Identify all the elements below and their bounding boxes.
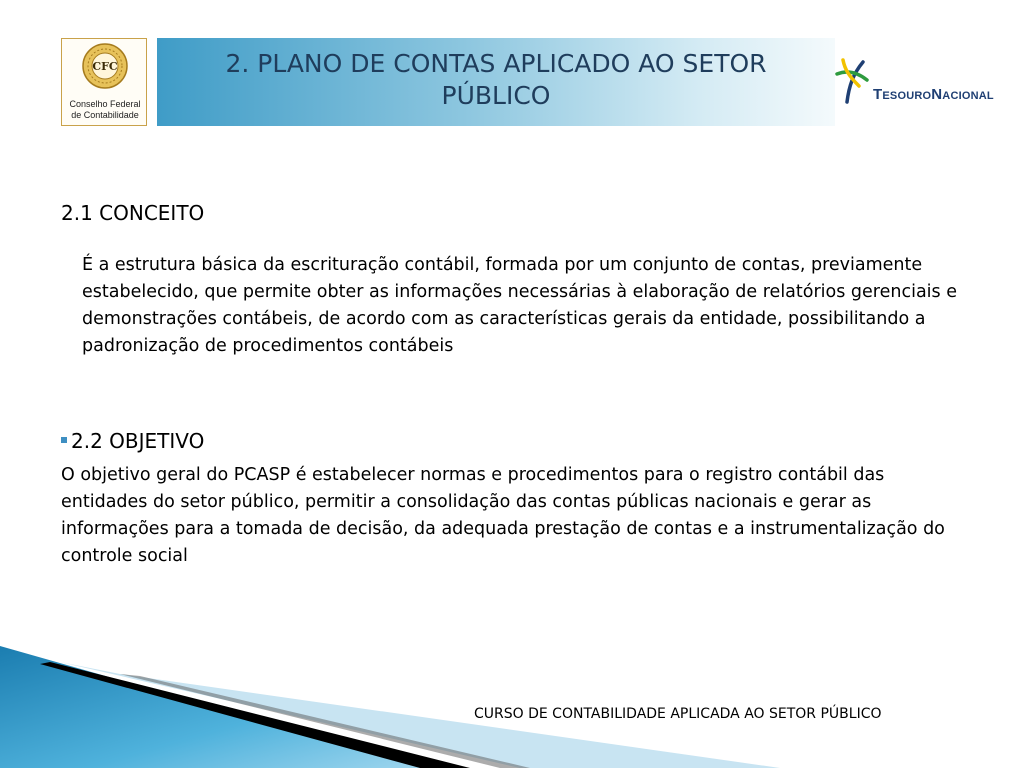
cfc-seal-icon <box>82 43 128 89</box>
footer-course-title: CURSO DE CONTABILIDADE APLICADA AO SETOR PÚBLICO <box>474 706 882 722</box>
cfc-name-line2: de Contabilidade <box>71 110 139 120</box>
slide-title-line1: 2. PLANO DE CONTAS APLICADO AO SETOR <box>225 49 767 78</box>
section-objetivo-body: O objetivo geral do PCASP é estabelecer normas e procedimentos para o registro contábil das entidades do setor público, permitir a consolidação das contas públicas nacionais e gerar as informações para a tomada de decisão, da adequada prestação de contas e a instrumentalização do controle social <box>61 465 945 566</box>
section-conceito-body: É a estrutura básica da escrituração contábil, formada por um conjunto de contas, previamente estabelecido, que permite obter as informações necessárias à elaboração de relatórios gerenciais e demonstrações contábeis, de acordo com as características gerais da entidade, possibilitando a padronização de procedimentos contábeis <box>82 255 957 356</box>
title-band <box>157 38 835 126</box>
tesouro-star-icon <box>833 56 871 104</box>
tesouro-nacional-wordmark: TESOURONACIONAL <box>873 86 994 103</box>
footer-swoosh-graphic <box>0 640 1024 768</box>
slide-title <box>157 48 835 112</box>
cfc-logo <box>61 38 147 126</box>
tesouro-nacional-logo <box>833 56 1003 106</box>
slide-title-line2: PÚBLICO <box>441 81 551 110</box>
section-objetivo-heading <box>61 428 204 454</box>
section-objetivo-heading-text: 2.2 OBJETIVO <box>71 429 205 453</box>
section-conceito-heading: 2.1 CONCEITO <box>61 201 205 225</box>
cfc-abbr: CFC <box>92 60 118 73</box>
bullet-icon <box>61 437 67 443</box>
cfc-name-line1: Conselho Federal <box>69 99 141 109</box>
